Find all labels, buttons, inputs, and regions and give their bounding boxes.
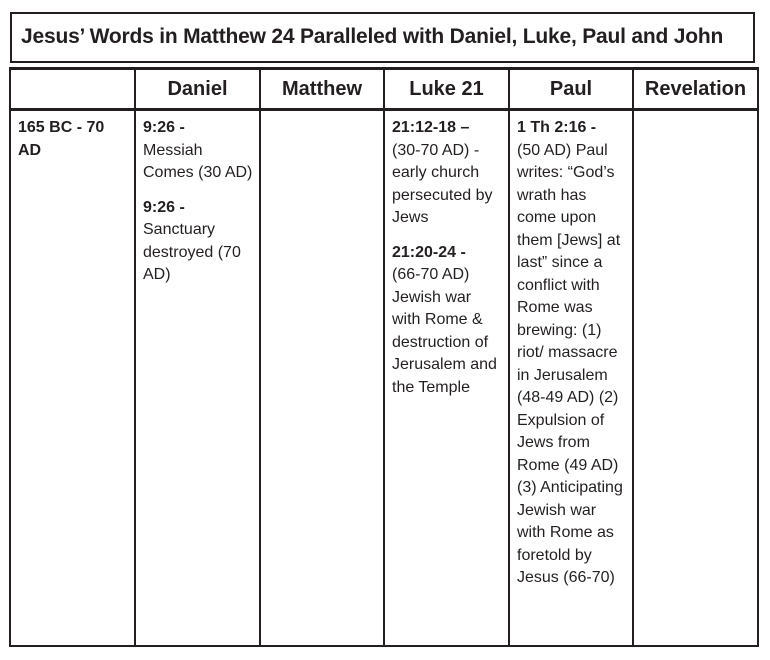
table-row [10,110,758,647]
header-revelation: Revelation [633,69,758,110]
matthew-cell [260,110,384,647]
luke-cell [384,110,509,647]
revelation-cell [633,110,758,647]
parallel-table [9,67,759,647]
entry-text: Messiah Comes (30 AD) [143,141,253,181]
header-daniel: Daniel [135,69,260,110]
entry-ref: 21:20-24 - [392,243,466,261]
entry-ref: 9:26 - [143,198,185,216]
entry-text: (50 AD) Paul writes: “God’s wrath has come upon them [Jews] at last” since a conflict with Rome was brewing: (1) riot/ massacre in Jerusalem (48-49 AD) (2) Expulsion of Jews from Rome (49 AD) (3) Anticipating Jewish war with Rome as foretold by Jesus (66-70) [517,141,623,586]
daniel-entry [143,117,255,185]
entry-text: Sanctuary destroyed (70 AD) [143,221,241,283]
entry-text: (30-70 AD) - early church persecuted by Jews [392,141,493,226]
header-row [10,69,758,110]
header-paul: Paul [509,69,633,110]
header-matthew: Matthew [260,69,384,110]
paul-cell [509,110,633,647]
entry-ref: 9:26 - [143,119,185,136]
luke-entry [392,242,504,400]
daniel-entry [143,197,255,287]
table-title: Jesus’ Words in Matthew 24 Paralleled with Daniel, Luke, Paul and John [21,25,724,48]
entry-ref: 1 Th 2:16 - [517,119,597,136]
daniel-cell [135,110,260,647]
header-luke: Luke 21 [384,69,509,110]
period-label: 165 BC - 70 AD [18,119,105,159]
title-box [10,12,755,63]
entry-text: (66-70 AD) Jewish war with Rome & destruction of Jerusalem and the Temple [392,266,497,396]
header-period [10,69,135,110]
entry-ref: 21:12-18 – [392,119,470,136]
luke-entry [392,117,504,230]
paul-entry [517,117,628,590]
period-cell [10,110,135,647]
